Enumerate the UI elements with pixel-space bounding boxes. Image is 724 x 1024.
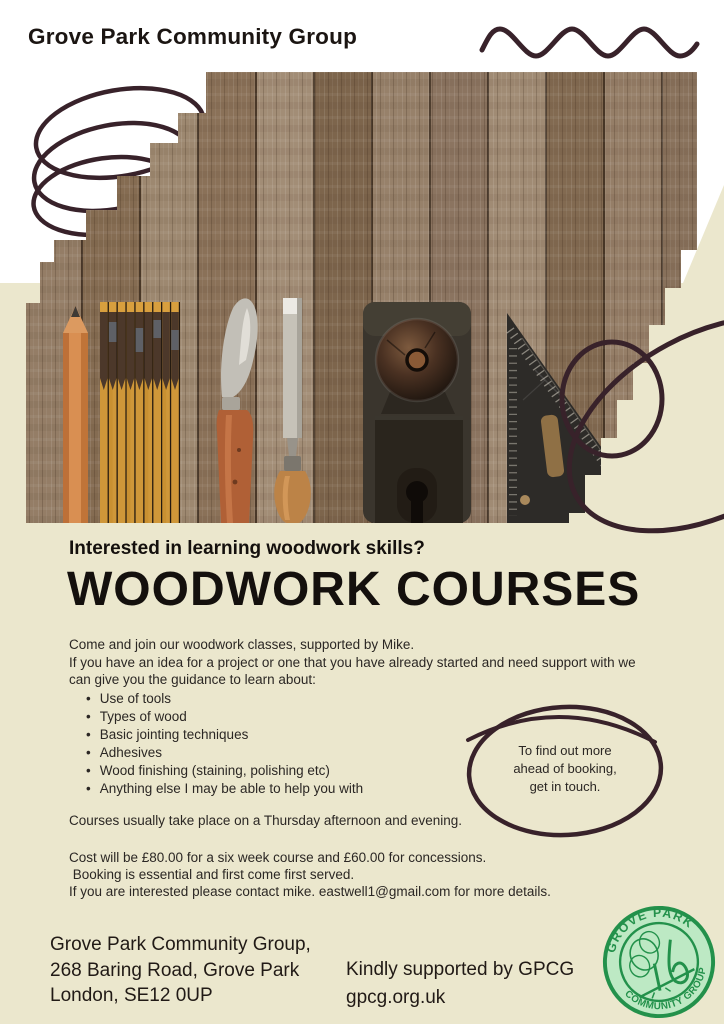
- tools-illustration: [25, 70, 697, 523]
- gpcg-logo: [600, 903, 718, 1021]
- schedule-text: Courses usually take place on a Thursday afternoon and evening.: [69, 813, 463, 828]
- list-item: • Adhesives: [86, 744, 363, 762]
- callout-line: get in touch.: [529, 779, 601, 794]
- woodwork-tools-photo: [25, 70, 697, 523]
- list-item: • Wood finishing (staining, polishing etc): [86, 762, 363, 780]
- intro-line: If you have an idea for a project or one that you have already started and need support with we: [69, 654, 636, 670]
- details-paragraph: [69, 849, 551, 900]
- topics-list: [86, 690, 363, 798]
- intro-line: can give you the guidance to learn about:: [69, 672, 316, 687]
- callout-line: ahead of booking,: [513, 761, 617, 776]
- pencil-illustration: [63, 306, 88, 523]
- address-line: 268 Baring Road, Grove Park: [50, 959, 300, 981]
- list-item: • Use of tools: [86, 690, 363, 708]
- logo-arc-top-text: GROVE PARK: [603, 905, 697, 955]
- folding-ruler-illustration: [100, 302, 180, 523]
- logo-arc-bottom-text: COMMUNITY GROUP: [622, 966, 709, 1013]
- detail-line: If you are interested please contact mike. eastwell1@gmail.com for more details.: [69, 884, 551, 899]
- support-line: Kindly supported by GPCG: [346, 959, 575, 980]
- detail-line: Cost will be £80.00 for a six week course and £60.00 for concessions.: [69, 850, 487, 865]
- intro-paragraph: [69, 636, 636, 689]
- list-item: • Types of wood: [86, 708, 363, 726]
- address-line: Grove Park Community Group,: [50, 934, 311, 955]
- footer-address: [50, 932, 311, 1009]
- list-item: • Basic jointing techniques: [86, 726, 363, 744]
- footer-support: [346, 956, 574, 1012]
- chisel-illustration: [274, 298, 311, 523]
- hand-plane-illustration: [363, 302, 471, 523]
- hook-knife-illustration: [217, 298, 258, 523]
- callout-line: To find out more: [518, 743, 612, 758]
- support-line: gpcg.org.uk: [346, 987, 446, 1008]
- callout-text: [465, 742, 665, 796]
- address-line: London, SE12 0UP: [50, 985, 213, 1006]
- list-item: • Anything else I may be able to help you with: [86, 780, 363, 798]
- intro-line: Come and join our woodwork classes, supported by Mike.: [69, 637, 415, 652]
- detail-line: Booking is essential and first come first served.: [69, 867, 355, 882]
- wave-squiggle-icon: [482, 29, 697, 56]
- page-title: WOODWORK COURSES: [67, 563, 641, 616]
- org-name-heading: Grove Park Community Group: [28, 24, 358, 49]
- kicker-heading: Interested in learning woodwork skills?: [69, 538, 425, 559]
